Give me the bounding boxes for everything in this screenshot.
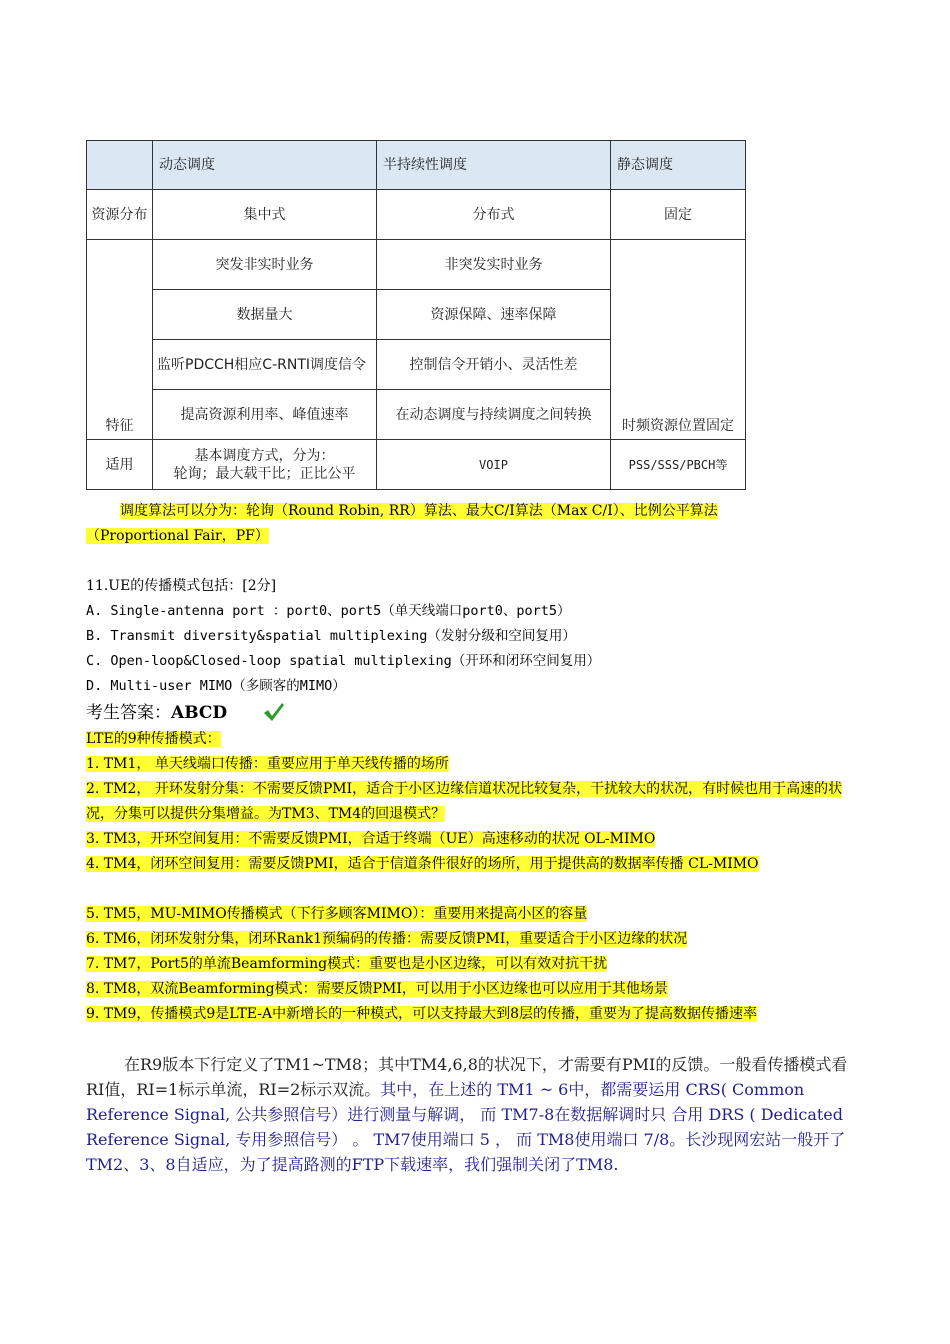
feature-semi-2: 资源保障、速率保障 xyxy=(377,290,611,340)
mode-item-4: 4. TM4，闭环空间复用：需要反馈PMI，适合于信道条件很好的场所，用于提供高的数据率传播 CL-MIMO xyxy=(86,856,759,872)
summary-paragraph xyxy=(86,1052,861,1177)
feature-dynamic-4: 提高资源利用率、峰值速率 xyxy=(153,390,377,440)
mode-item-7: 7. TM7，Port5的单流Beamforming模式：重要也是小区边缘，可以有效对抗干扰 xyxy=(86,956,608,972)
mode-item-8: 8. TM8，双流Beamforming模式：需要反馈PMI，可以用于小区边缘也可以应用于其他场景 xyxy=(86,981,668,997)
table-header-row xyxy=(87,141,746,190)
row-label-apply: 适用 xyxy=(87,440,153,490)
header-static: 静态调度 xyxy=(611,141,746,190)
apply-dynamic-line1: 基本调度方式，分为： xyxy=(194,447,335,464)
question-title: 11.UE的传播模式包括：[2分] xyxy=(86,578,277,594)
option-b: B. Transmit diversity&spatial multiplexing（发射分级和空间复用） xyxy=(86,628,576,644)
mode-item-1: 1. TM1， 单天线端口传播：重要应用于单天线传播的场所 xyxy=(86,756,449,772)
table-row-apply xyxy=(87,440,746,490)
apply-static: PSS/SSS/PBCH等 xyxy=(611,440,746,490)
header-dynamic: 动态调度 xyxy=(153,141,377,190)
summary-part-b: 其中，在上述的 TM1 ~ 6中，都需要运用 CRS( Common Reference Signal, 公共参照信号）进行测量与解调， 而 TM7-8在数据解调时只 合用 DRS ( Dedicated Reference Signal, 专用参照信号） 。 TM7使用端口 5 ， 而 TM8使用端口 7/8。长沙现网宏站一般开了TM2、3、8自适应，为了提高路测的FTP下载速率，我们强制关闭了TM8. xyxy=(86,1080,846,1174)
feature-dynamic-1: 突发非实时业务 xyxy=(153,240,377,290)
resource-semi: 分布式 xyxy=(377,190,611,240)
feature-dynamic-2: 数据量大 xyxy=(153,290,377,340)
answer-row xyxy=(86,700,285,730)
mode-item-9: 9. TM9，传播模式9是LTE-A中新增长的一种模式，可以支持最大到8层的传播，重要为了提高数据传播速率 xyxy=(86,1006,758,1022)
feature-semi-1: 非突发实时业务 xyxy=(377,240,611,290)
resource-static: 固定 xyxy=(611,190,746,240)
algorithm-line-1: 调度算法可以分为：轮询（Round Robin, RR）算法、最大C/I算法（Max C/I）、比例公平算法 xyxy=(120,503,718,519)
feature-semi-4: 在动态调度与持续调度之间转换 xyxy=(377,390,611,440)
mode-item-2: 2. TM2， 开环发射分集：不需要反馈PMI，适合于小区边缘信道状况比较复杂，干扰较大的状况，有时候也用于高速的状况，分集可以提供分集增益。为TM3、TM4的回退模式？ xyxy=(86,781,843,822)
apply-dynamic xyxy=(153,440,377,490)
resource-dynamic: 集中式 xyxy=(153,190,377,240)
mode-item-6: 6. TM6，闭环发射分集，闭环Rank1预编码的传播：需要反馈PMI，重要适合于小区边缘的状况 xyxy=(86,931,688,947)
option-d: D. Multi-user MIMO（多顾客的MIMO） xyxy=(86,678,346,694)
modes-title: LTE的9种传播模式： xyxy=(86,731,221,747)
feature-static: 时频资源位置固定 xyxy=(611,240,746,440)
scheduling-comparison-table xyxy=(86,140,746,490)
option-a: A. Single-antenna port ：port0、port5（单天线端口port0、port5） xyxy=(86,603,571,619)
row-label-resource: 资源分布 xyxy=(87,190,153,240)
checkmark-icon xyxy=(263,702,285,730)
answer-label: 考生答案： xyxy=(86,703,171,723)
answer-value: ABCD xyxy=(171,703,228,723)
row-label-feature: 特征 xyxy=(87,240,153,440)
apply-semi: VOIP xyxy=(377,440,611,490)
feature-dynamic-3: 监听PDCCH相应C-RNTI调度信令 xyxy=(153,340,377,390)
mode-item-5: 5. TM5，MU-MIMO传播模式（下行多顾客MIMO）：重要用来提高小区的容量 xyxy=(86,906,588,922)
header-empty-cell xyxy=(87,141,153,190)
apply-dynamic-line2: 轮询；最大载干比；正比公平 xyxy=(173,465,356,482)
header-semi-persistent: 半持续性调度 xyxy=(377,141,611,190)
mode-item-3: 3. TM3，开环空间复用：不需要反馈PMI，合适于终端（UE）高速移动的状况 OL-MIMO xyxy=(86,831,656,847)
option-c: C. Open-loop&Closed-loop spatial multiplexing（开环和闭环空间复用） xyxy=(86,653,601,669)
table-row-feature-1 xyxy=(87,240,746,290)
summary-part-a: 在R9版本下行定义了TM1~TM8；其中TM4,6,8的状况下，才需要有PMI的反馈。一般看传播模式看RI值，RI=1标示单流，RI=2标示双流。 xyxy=(86,1055,848,1099)
algorithm-line-2: （Proportional Fair，PF） xyxy=(86,528,269,544)
table-row-resource xyxy=(87,190,746,240)
feature-semi-3: 控制信令开销小、灵活性差 xyxy=(377,340,611,390)
